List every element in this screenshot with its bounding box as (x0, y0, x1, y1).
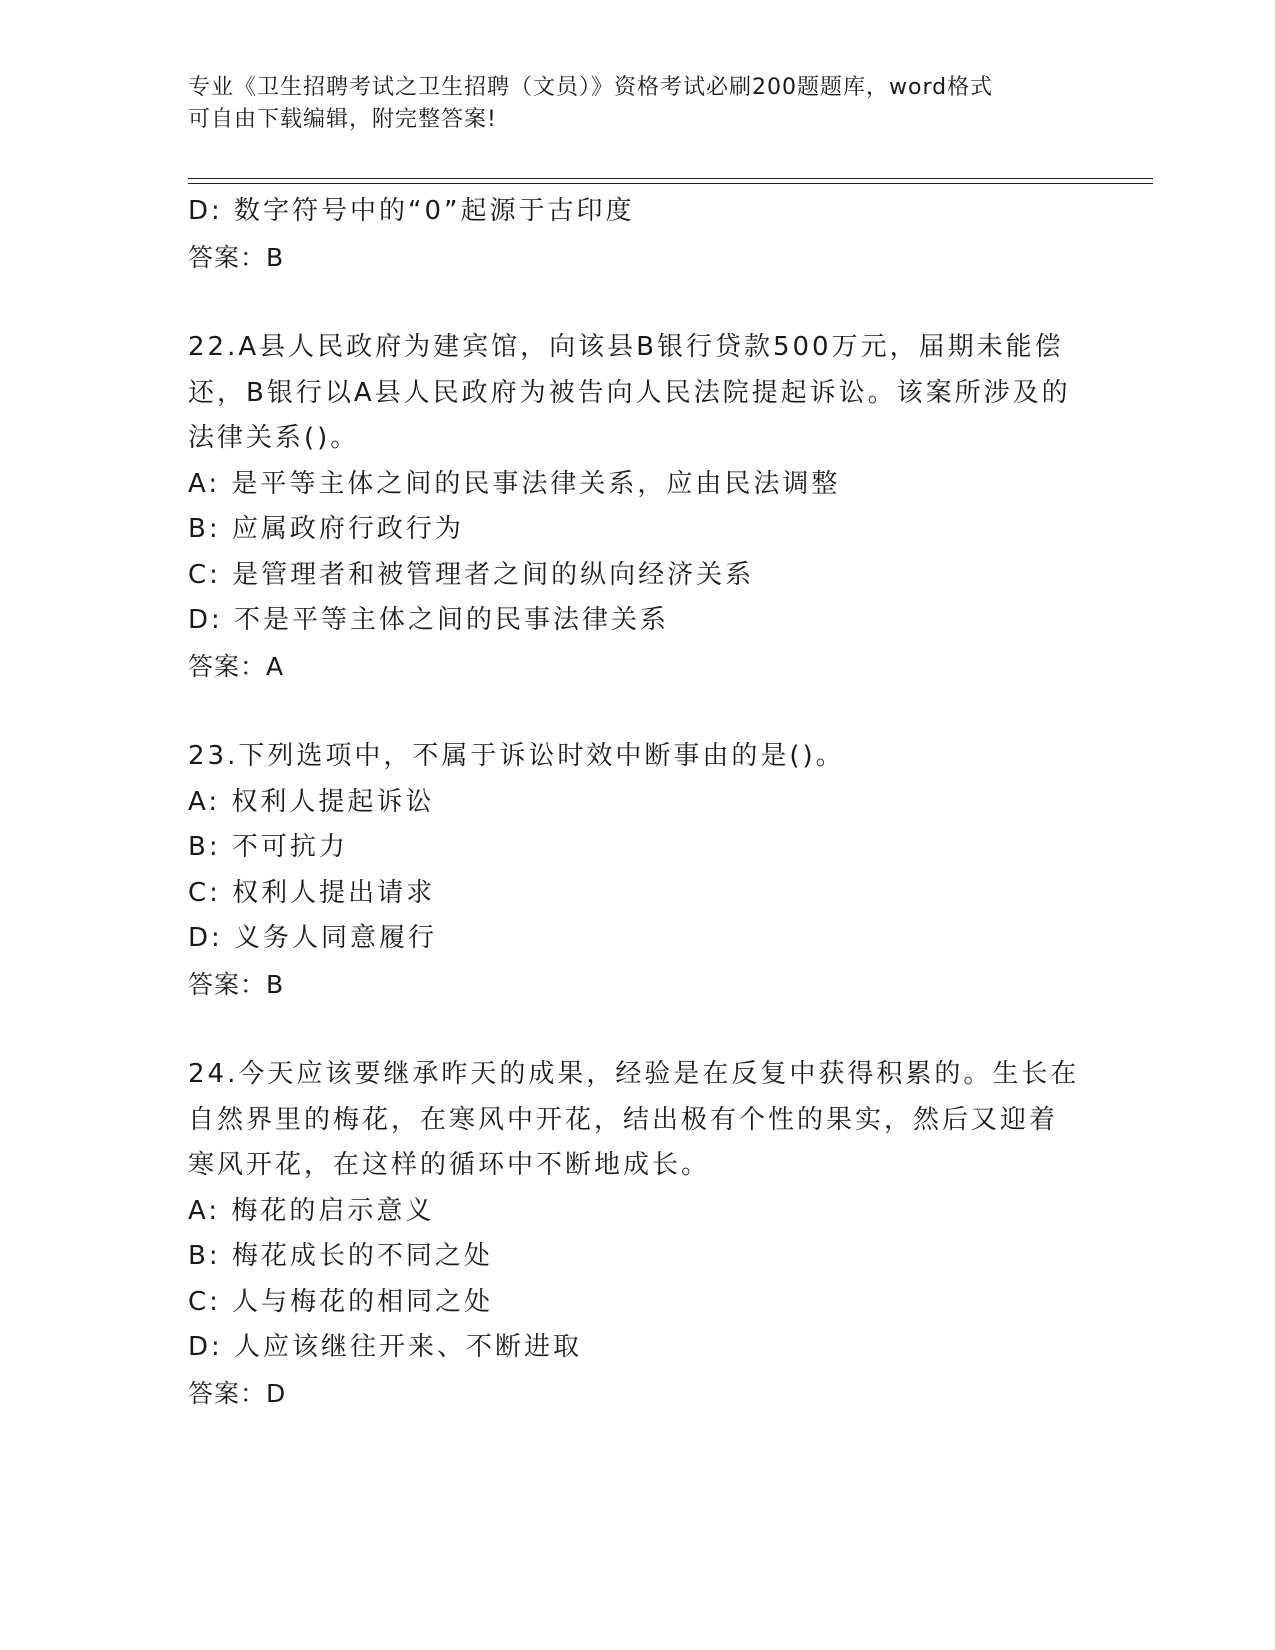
answer-line: 答案：D (188, 1378, 287, 1408)
header-line-2: 可自由下载编辑，附完整答案! (188, 107, 497, 132)
option-a: A: 权利人提起诉讼 (188, 786, 435, 817)
option-c: C: 人与梅花的相同之处 (188, 1286, 494, 1317)
question-22 (188, 325, 1088, 689)
question-stem-line: 自然界里的梅花，在寒风中开花，结出极有个性的果实，然后又迎着 (188, 1104, 1059, 1135)
answer-line: 答案：A (188, 651, 285, 681)
carry-over-block (188, 189, 1088, 280)
option-c: C: 权利人提出请求 (188, 877, 436, 908)
header-divider-bottom (188, 183, 1153, 184)
question-stem-line: 24.今天应该要继承昨天的成果，经验是在反复中获得积累的。生长在 (188, 1059, 1080, 1089)
option-a: A: 梅花的启示意义 (188, 1195, 435, 1226)
spacer (188, 280, 1088, 325)
question-24 (188, 1052, 1088, 1416)
question-stem-line: 22.A县人民政府为建宾馆，向该县B银行贷款500万元，届期未能偿 (188, 332, 1064, 362)
answer-line: 答案：B (188, 969, 285, 999)
option-b: B: 应属政府行政行为 (188, 514, 464, 544)
question-stem-line: 还，B银行以A县人民政府为被告向人民法院提起诉讼。该案所涉及的 (188, 377, 1071, 408)
option-d: D: 数字符号中的“0”起源于古印度 (188, 196, 635, 226)
question-stem-line: 寒风开花，在这样的循环中不断地成长。 (188, 1150, 711, 1180)
spacer (188, 689, 1088, 734)
spacer (188, 1007, 1088, 1052)
question-23 (188, 734, 1088, 1007)
question-stem-line: 法律关系()。 (188, 423, 360, 453)
option-d: D: 人应该继往开来、不断进取 (188, 1332, 583, 1362)
option-c: C: 是管理者和被管理者之间的纵向经济关系 (188, 559, 755, 590)
document-body (188, 189, 1088, 1416)
option-a: A: 是平等主体之间的民事法律关系，应由民法调整 (188, 468, 841, 499)
option-b: B: 梅花成长的不同之处 (188, 1241, 493, 1271)
answer-line: 答案：B (188, 242, 285, 272)
question-stem-line: 23.下列选项中，不属于诉讼时效中断事由的是()。 (188, 741, 845, 771)
header-line-1: 专业《卫生招聘考试之卫生招聘（文员）》资格考试必刷200题题库，word格式 (188, 75, 994, 100)
option-b: B: 不可抗力 (188, 832, 348, 862)
document-header (188, 72, 1088, 136)
option-d: D: 义务人同意履行 (188, 923, 438, 953)
header-divider-top (188, 178, 1153, 179)
option-d: D: 不是平等主体之间的民事法律关系 (188, 605, 670, 635)
